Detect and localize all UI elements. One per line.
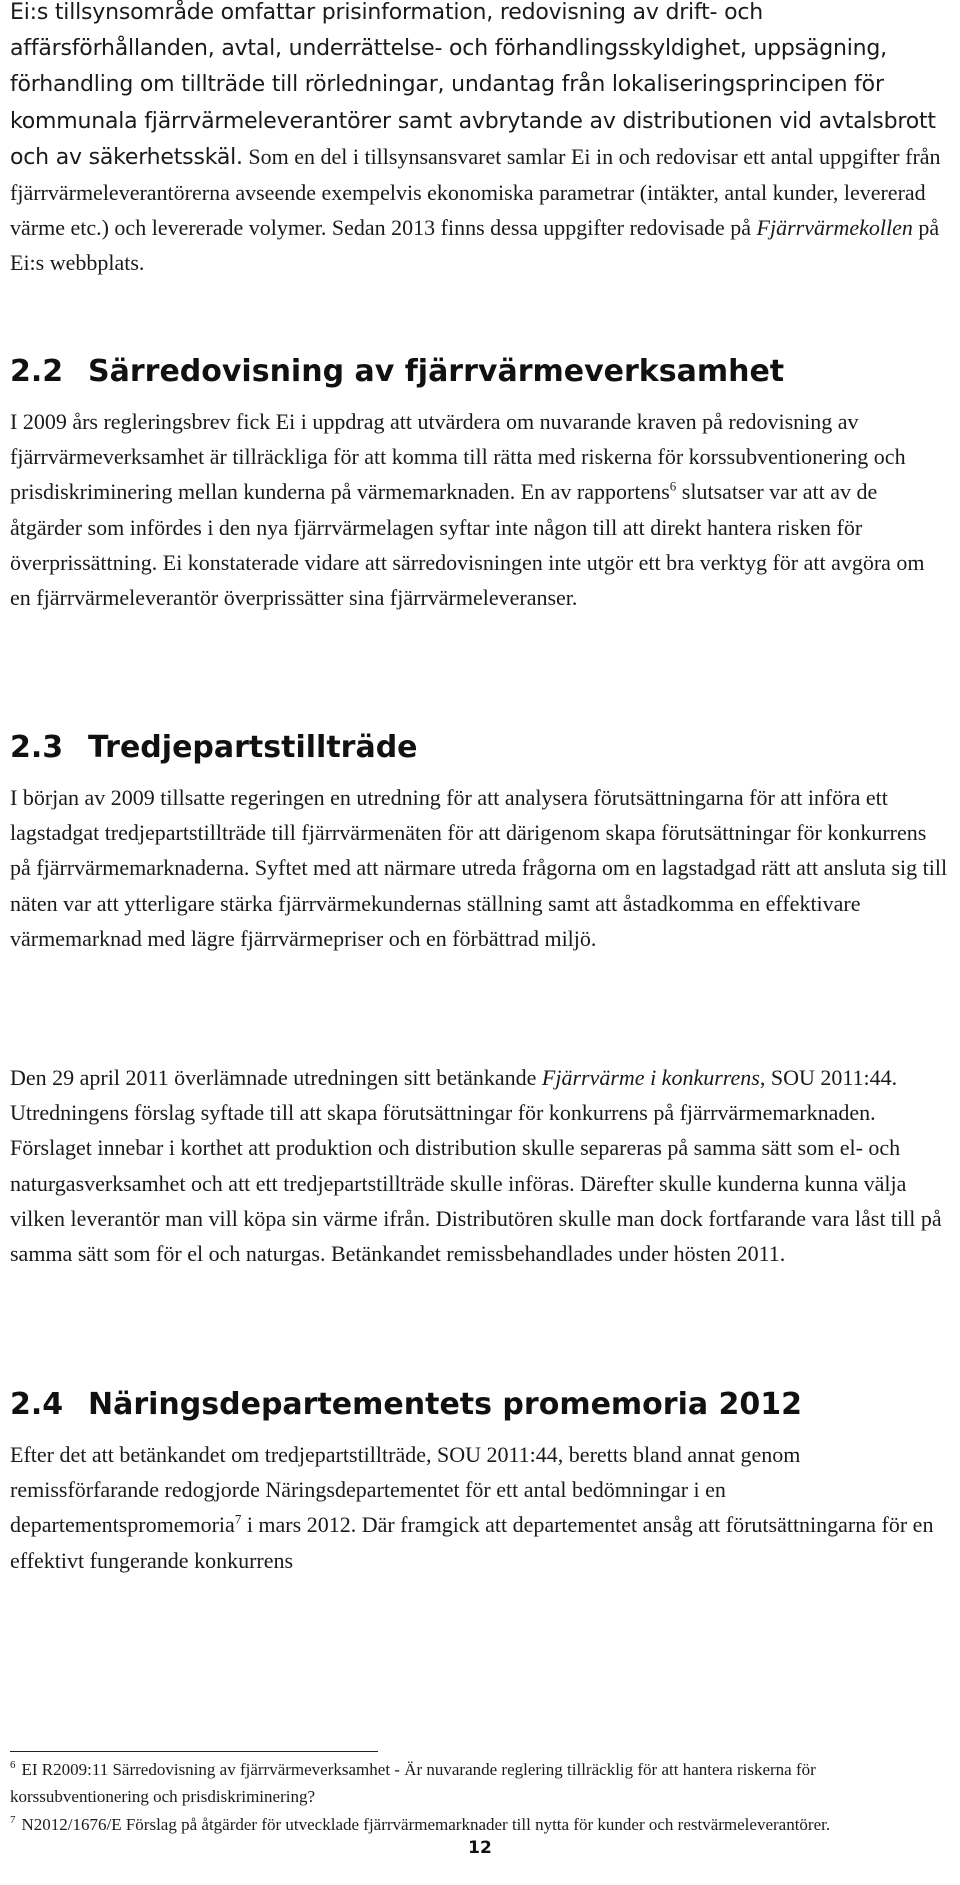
paragraph-text-cont: slutsatser var att av de åtgärder som infördes i den nya fjärrvärmelagen syftar inte någon till att direkt hantera risken för överprissättning. Ei konstaterade vidare att särredovisningen inte utgör ett bra verktyg för att avgöra om en fjärrvärmeleverantör överprissätter sina fjärrvärmeleveranser. bbox=[10, 479, 925, 611]
section-2-3-heading bbox=[10, 728, 418, 768]
footnote-ref-7[interactable]: 7 bbox=[234, 1512, 242, 1528]
section-2-3-paragraph-1: I början av 2009 tillsatte regeringen en utredning för att analysera förutsättningarna för att införa ett lagstadgat tredjepartstillträde till fjärrvärmenäten för att därigenom skapa förutsättningar för konkurrens på fjärrvärmemarknaderna. Syftet med att närmare utreda frågorna om en lagstadgad rätt att ansluta sig till näten var att ytterligare stärka fjärrvärmekundernas ställning samt att åstadkomma en effektivare värmemarknad med lägre fjärrvärmepriser och en förbättrad miljö. bbox=[10, 785, 948, 951]
footnote-7 bbox=[10, 1811, 950, 1838]
footnote-ref-6[interactable]: 6 bbox=[669, 479, 677, 495]
footnotes bbox=[10, 1756, 950, 1838]
footnote-number: 7 bbox=[10, 1814, 16, 1827]
page-number: 12 bbox=[468, 1838, 492, 1858]
section-2-3-paragraph-2 bbox=[10, 1060, 950, 1271]
paragraph-text: I 2009 års regleringsbrev fick Ei i uppdrag att utvärdera om nuvarande kraven på redovisning av fjärrvärmeverksamhet är tillräckliga för att komma till rätta med riskerna för korssubventionering och prisdiskriminering mellan kunderna på värmemarknaden. En av rapportens bbox=[10, 409, 906, 505]
paragraph-text: Efter det att betänkandet om tredjepartstillträde, SOU 2011:44, beretts bland annat genom remissförfarande redogjorde Näringsdepartementet för ett antal bedömningar i en departementspromemoria bbox=[10, 1442, 801, 1538]
footnote-number: 6 bbox=[10, 1759, 16, 1772]
section-2-4-paragraph bbox=[10, 1437, 950, 1578]
section-number: 2.3 bbox=[10, 730, 64, 765]
section-2-2-heading bbox=[10, 352, 784, 392]
paragraph-text: Den 29 april 2011 överlämnade utredningen sitt betänkande bbox=[10, 1065, 542, 1090]
section-2-4-heading bbox=[10, 1385, 802, 1425]
section-title: Tredjepartstillträde bbox=[88, 730, 418, 765]
section-2-2-paragraph bbox=[10, 404, 950, 615]
intro-text-serif: Som en del i tillsynsansvaret samlar Ei in och redovisar ett antal uppgifter från fjärrvärmeleverantörerna avseende exempelvis ekonomiska parametrar (intäkter, antal kunder, levererad värme etc.) och levererade volymer. Sedan 2013 finns dessa uppgifter redovisade på bbox=[10, 143, 941, 241]
footnote-text: EI R2009:11 Särredovisning av fjärrvärmeverksamhet - Är nuvarande reglering tillräcklig för att hantera riskerna för korssubventionering och prisdiskriminering? bbox=[10, 1760, 816, 1806]
section-number: 2.4 bbox=[10, 1387, 64, 1422]
report-title: Fjärrvärme i konkurrens bbox=[541, 1065, 760, 1090]
paragraph-text-cont: , SOU 2011:44. Utredningens förslag syftade till att skapa förutsättningar för konkurrens på fjärrvärmemarknaden. Förslaget innebar i korthet att produktion och distribution skulle separeras på samma sätt som el- och naturgasverksamhet och att ett tredjepartstillträde skulle införas. Därefter skulle kunderna kunna välja vilken leverantör man vill köpa sin värme ifrån. Distributören skulle man dock fortfarande vara låst till på samma sätt som för el och naturgas. Betänkandet remissbehandlades under hösten 2011. bbox=[10, 1065, 942, 1267]
footnote-6 bbox=[10, 1756, 950, 1810]
paragraph-text-cont: i mars 2012. Där framgick att departementet ansåg att förutsättningarna för en effektivt fungerande konkurrens bbox=[10, 1512, 934, 1573]
section-title: Näringsdepartementets promemoria 2012 bbox=[88, 1387, 803, 1422]
footnote-divider bbox=[10, 1751, 378, 1752]
intro-text-sans: Ei:s tillsynsområde omfattar prisinformation, redovisning av drift- och affärsförhållanden, avtal, underrättelse- och förhandlingsskyldighet, uppsägning, förhandling om tillträde till rörledningar, undantag från lokaliseringsprincipen för kommunala fjärrvärmeleverantörer samt avbrytande av distributionen vid avtalsbrott och av säkerhetsskäl. bbox=[10, 0, 936, 170]
footnote-text: N2012/1676/E Förslag på åtgärder för utvecklade fjärrvärmemarknader till nytta för kunder och restvärmeleverantörer. bbox=[21, 1815, 831, 1834]
intro-paragraph bbox=[10, 0, 950, 281]
intro-text-end: på Ei:s webbplats. bbox=[10, 215, 940, 276]
fjarrvarmekollen-title: Fjärrvärmekollen bbox=[756, 215, 913, 241]
section-number: 2.2 bbox=[10, 354, 64, 389]
section-title: Särredovisning av fjärrvärmeverksamhet bbox=[88, 354, 785, 389]
